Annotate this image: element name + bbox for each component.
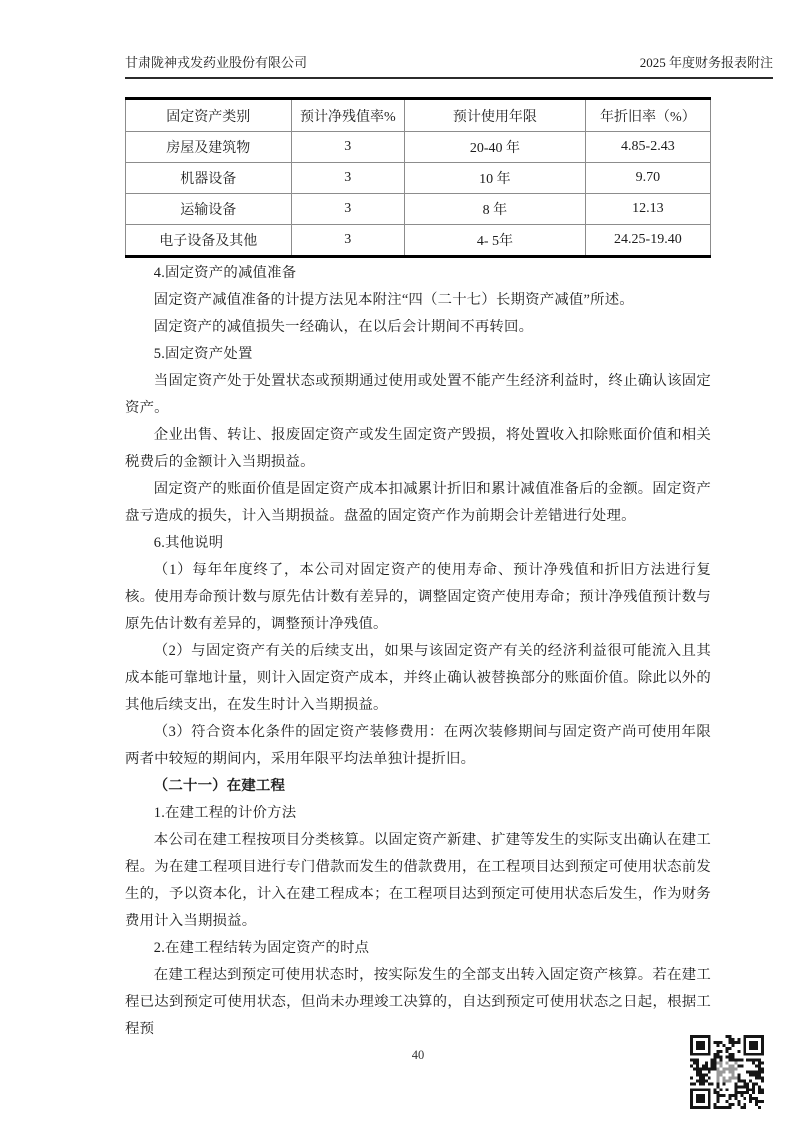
qr-code-icon — [690, 1035, 764, 1109]
table-cell-depreciation_rate: 9.70 — [585, 163, 710, 194]
table-cell-category: 机器设备 — [126, 163, 292, 194]
table-row — [126, 163, 711, 194]
fixed-assets-depreciation-table — [125, 97, 711, 258]
paragraph: 在建工程达到预定可使用状态时，按实际发生的全部支出转入固定资产核算。若在建工程已达到预定可使用状态，但尚未办理竣工决算的，自达到预定可使用状态之日起，根据工程预 — [125, 967, 711, 1037]
table-cell-category: 房屋及建筑物 — [126, 132, 292, 163]
table-cell-depreciation_rate: 4.85-2.43 — [585, 132, 710, 163]
paragraph: 固定资产的减值损失一经确认，在以后会计期间不再转回。 — [153, 319, 534, 335]
paragraph: 2.在建工程结转为固定资产的时点 — [153, 940, 370, 956]
section-heading: （二十一）在建工程 — [153, 778, 286, 794]
table-cell-category: 运输设备 — [126, 194, 292, 225]
table-cell-category: 电子设备及其他 — [126, 225, 292, 257]
paragraph: 4.固定资产的减值准备 — [153, 265, 297, 281]
column-header: 年折旧率（%） — [585, 99, 710, 132]
paragraph: 固定资产的账面价值是固定资产成本扣减累计折旧和累计减值准备后的金额。固定资产盘亏造成的损失，计入当期损益。盘盈的固定资产作为前期会计差错进行处理。 — [125, 481, 711, 524]
page-number: 40 — [411, 1048, 425, 1062]
paragraph: 5.固定资产处置 — [153, 346, 253, 362]
table-cell-residual_rate: 3 — [291, 225, 404, 257]
report-title: 2025 年度财务报表附注 — [639, 55, 773, 70]
paragraph: 本公司在建工程按项目分类核算。以固定资产新建、扩建等发生的实际支出确认在建工程。为在建工程项目进行专门借款而发生的借款费用，在工程项目达到预定可使用状态前发生的，予以资本化，计入在建工程成本；在工程项目达到预定可使用状态后发生，作为财务费用计入当期损益。 — [125, 832, 711, 929]
column-header: 预计使用年限 — [405, 99, 586, 132]
table-cell-residual_rate: 3 — [291, 163, 404, 194]
column-header: 预计净残值率% — [291, 99, 404, 132]
table-body — [126, 132, 711, 257]
paragraph: 企业出售、转让、报废固定资产或发生固定资产毁损，将处置收入扣除账面价值和相关税费后的金额计入当期损益。 — [125, 427, 711, 470]
table-row — [126, 132, 711, 163]
table-cell-useful_life: 20-40 年 — [405, 132, 586, 163]
company-name: 甘肃陇神戎发药业股份有限公司 — [125, 55, 308, 70]
paragraph: 当固定资产处于处置状态或预期通过使用或处置不能产生经济利益时，终止确认该固定资产。 — [125, 373, 711, 416]
page-header — [125, 55, 773, 79]
paragraph: 1.在建工程的计价方法 — [153, 805, 297, 821]
body-text — [125, 260, 711, 1043]
table-row — [126, 194, 711, 225]
table-header-row — [126, 99, 711, 132]
table-cell-residual_rate: 3 — [291, 132, 404, 163]
table-cell-residual_rate: 3 — [291, 194, 404, 225]
table-row — [126, 225, 711, 257]
table-cell-depreciation_rate: 24.25-19.40 — [585, 225, 710, 257]
page-content — [125, 97, 711, 1043]
table-cell-useful_life: 10 年 — [405, 163, 586, 194]
paragraph: （1）每年年度终了，本公司对固定资产的使用寿命、预计净残值和折旧方法进行复核。使用寿命预计数与原先估计数有差异的，调整固定资产使用寿命；预计净残值预计数与原先估计数有差异的，调整预计净残值。 — [125, 562, 711, 632]
qr-code-image — [690, 1035, 764, 1109]
paragraph: 固定资产减值准备的计提方法见本附注“四（二十七）长期资产减值”所述。 — [153, 292, 634, 308]
table-cell-useful_life: 4- 5年 — [405, 225, 586, 257]
table-cell-depreciation_rate: 12.13 — [585, 194, 710, 225]
paragraph: （3）符合资本化条件的固定资产装修费用：在两次装修期间与固定资产尚可使用年限两者中较短的期间内，采用年限平均法单独计提折旧。 — [125, 724, 711, 767]
column-header: 固定资产类别 — [126, 99, 292, 132]
paragraph: 6.其他说明 — [153, 535, 224, 551]
paragraph: （2）与固定资产有关的后续支出，如果与该固定资产有关的经济利益很可能流入且其成本能可靠地计量，则计入固定资产成本，并终止确认被替换部分的账面价值。除此以外的其他后续支出，在发生时计入当期损益。 — [125, 643, 711, 713]
table-cell-useful_life: 8 年 — [405, 194, 586, 225]
